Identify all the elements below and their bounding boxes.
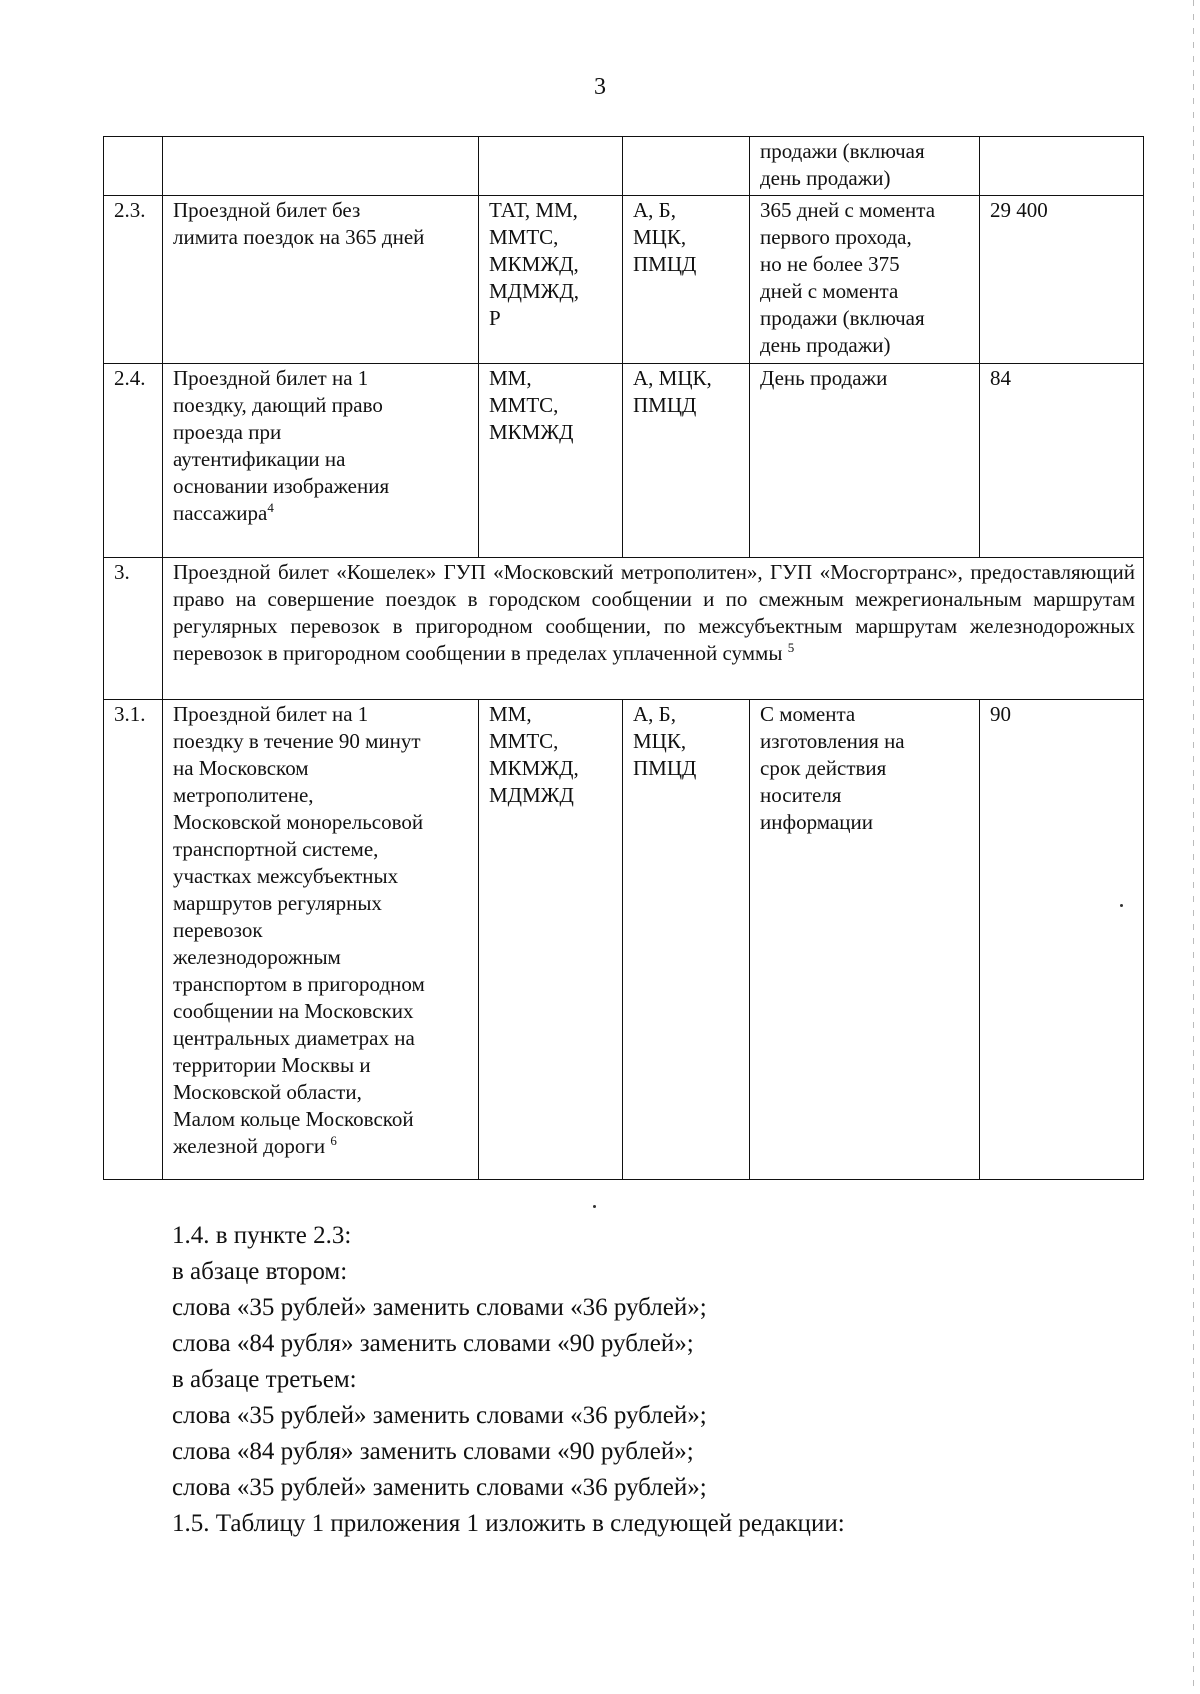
cell-name — [163, 137, 479, 196]
cell-name — [163, 364, 479, 558]
scan-speck — [593, 1205, 596, 1208]
scan-edge — [1193, 0, 1194, 1694]
table-row — [104, 137, 1144, 196]
cell-num — [104, 137, 163, 196]
cell-price: 90 — [980, 700, 1144, 1180]
footnote-mark: 5 — [787, 640, 795, 655]
table-row — [104, 364, 1144, 558]
cell-name: Проездной билет без лимита поездок на 365 дней — [163, 196, 479, 364]
paragraph: слова «35 рублей» заменить словами «36 рублей»; — [172, 1474, 707, 1501]
cell-name-text: Проездной билет на 1 поездку в течение 90 минут на Московском метрополитене, Московской монорельсовой транспортной системе, участках межсубъектных маршрутов регулярных перевозок железнодорожным транспортом в пригородном сообщении на Московских центральных диаметрах на территории Москвы и Московской области, Малом кольце Московской железной дороги — [173, 702, 425, 1158]
footnote-mark: 4 — [267, 500, 274, 515]
paragraph: в абзаце третьем: — [172, 1366, 357, 1393]
paragraph: 1.5. Таблицу 1 приложения 1 изложить в следующей редакции: — [172, 1510, 845, 1537]
cell-validity: 365 дней с момента первого прохода, но не более 375 дней с момента продажи (включая день продажи) — [750, 196, 980, 364]
cell-price: 29 400 — [980, 196, 1144, 364]
cell-num: 3.1. — [104, 700, 163, 1180]
cell-num: 2.4. — [104, 364, 163, 558]
paragraph: слова «84 рубля» заменить словами «90 рублей»; — [172, 1438, 694, 1465]
page-number: 3 — [594, 74, 606, 100]
section-text: Проездной билет «Кошелек» ГУП «Московский метрополитен», ГУП «Мосгортранс», предоставляющий право на совершение поездок в городском сообщении и по смежным межрегиональным маршрутам регулярных перевозок в пригородном сообщении, по межсубъектным маршрутам железнодорожных перевозок в пригородном сообщении в пределах уплаченной суммы — [173, 560, 1135, 665]
table-row — [104, 196, 1144, 364]
scan-speck — [1120, 904, 1123, 907]
cell-price — [980, 137, 1144, 196]
table-row — [104, 700, 1144, 1180]
cell-validity: День продажи — [750, 364, 980, 558]
cell-transport: ММ, ММТС, МКМЖД — [479, 364, 623, 558]
cell-name — [163, 700, 479, 1180]
amendment-text — [172, 1218, 845, 1542]
cell-validity: продажи (включая день продажи) — [750, 137, 980, 196]
cell-transport — [479, 137, 623, 196]
tariff-table — [103, 136, 1144, 1180]
paragraph: слова «35 рублей» заменить словами «36 рублей»; — [172, 1402, 707, 1429]
paragraph: слова «84 рубля» заменить словами «90 рублей»; — [172, 1330, 694, 1357]
cell-transport: ТАТ, ММ, ММТС, МКМЖД, МДМЖД, Р — [479, 196, 623, 364]
cell-zones — [623, 137, 750, 196]
paragraph: 1.4. в пункте 2.3: — [172, 1222, 352, 1249]
cell-name-text: Проездной билет на 1 поездку, дающий право проезда при аутентификации на основании изображения пассажира — [173, 366, 390, 525]
cell-validity: С момента изготовления на срок действия носителя информации — [750, 700, 980, 1180]
cell-zones: А, Б, МЦК, ПМЦД — [623, 700, 750, 1180]
footnote-mark: 6 — [330, 1133, 337, 1148]
paragraph: слова «35 рублей» заменить словами «36 рублей»; — [172, 1294, 707, 1321]
cell-num: 2.3. — [104, 196, 163, 364]
cell-num: 3. — [104, 558, 163, 700]
cell-transport: ММ, ММТС, МКМЖД, МДМЖД — [479, 700, 623, 1180]
paragraph: в абзаце втором: — [172, 1258, 348, 1285]
table-row-section — [104, 558, 1144, 700]
cell-zones: А, Б, МЦК, ПМЦД — [623, 196, 750, 364]
cell-price: 84 — [980, 364, 1144, 558]
cell-section-text — [163, 558, 1144, 700]
cell-zones: А, МЦК, ПМЦД — [623, 364, 750, 558]
